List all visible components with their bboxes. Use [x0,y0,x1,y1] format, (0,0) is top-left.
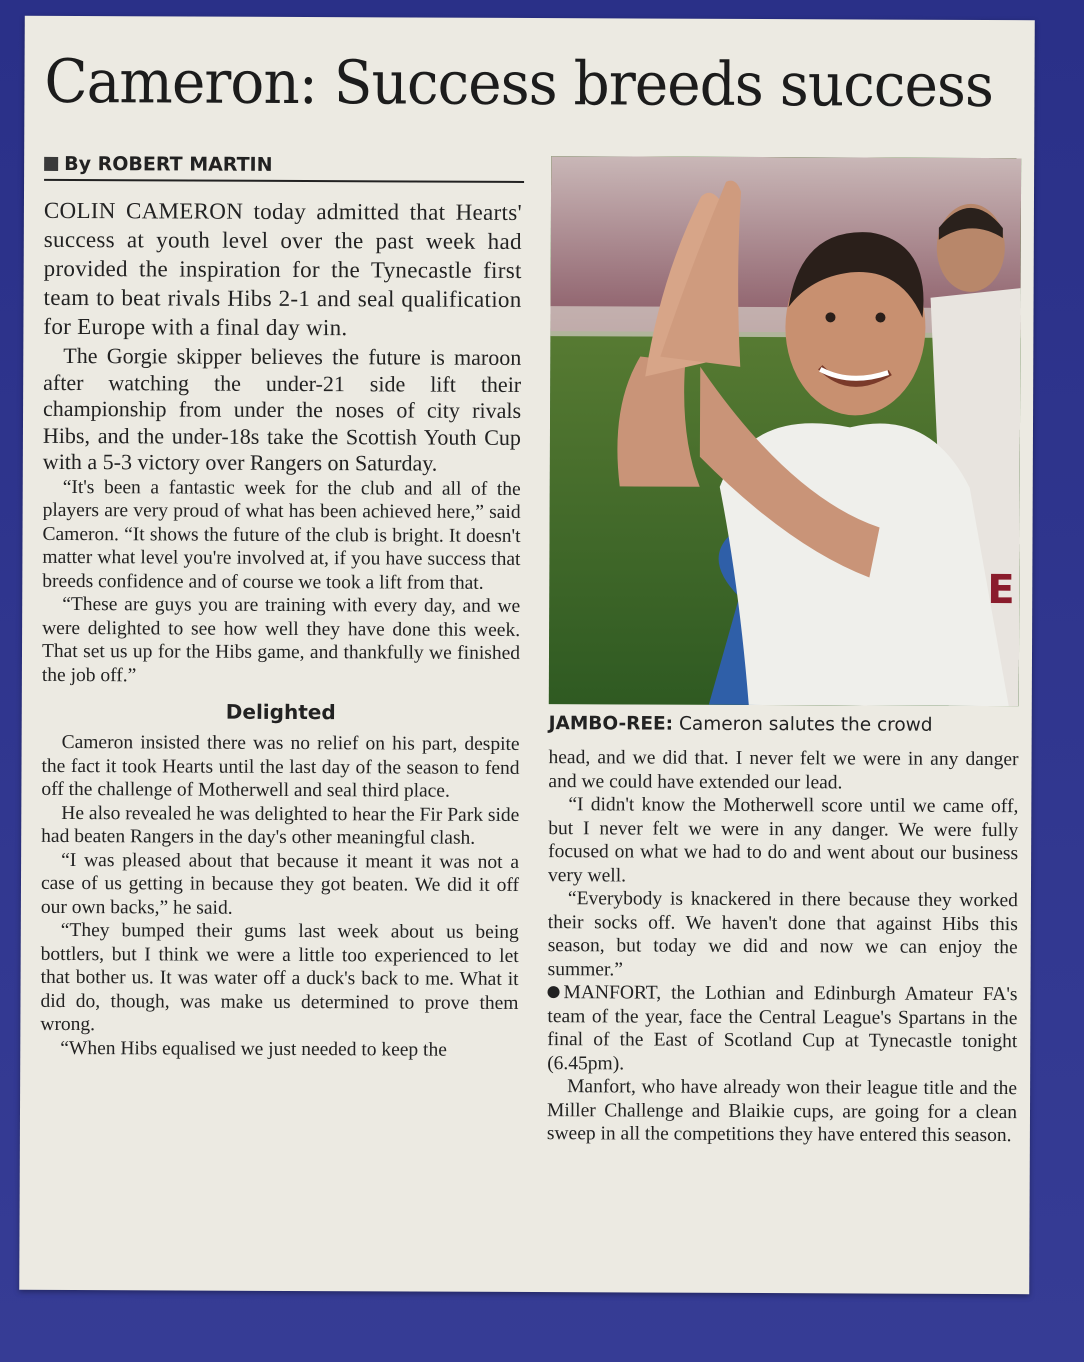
paragraph: head, and we did that. I never felt we were in any danger and we could have extended our lead. [548,747,1019,793]
paragraph: “They bumped their gums last week about us being bottlers, but I think we were a little too experienced to let that bother us. It was water off a duck's back to me. What it did do, though, was make us determined to prove them wrong. [40,919,519,1036]
shirt-letter: E [987,567,1015,614]
paragraph: “I didn't know the Motherwell score until we came off, but I never felt we were in any danger. We were fully focused on what we had to do and went about our business very well. [547,794,1019,886]
paragraph: Cameron insisted there was no relief on his part, despite the fact it took Hearts until the last day of the season to fend off the challenge of Motherwell and seal third place. [41,731,520,802]
byline-text: By ROBERT MARTIN [64,152,273,176]
lead-paragraph: COLIN CAMERON today admitted that Hearts' success at youth level over the past week had provided the inspiration for the Tynecastle first team to beat rivals Hibs 2-1 and seal qualification for Europe with a final day win. [43,197,522,341]
bullet-icon [548,986,560,998]
paragraph: “Everybody is knackered in there because they worked their socks off. We haven't done that against Hibs this season, but today we did and now we can enjoy the summer.” [547,888,1018,980]
paragraph: “These are guys you are training with every day, and we were delighted to see how well they have done this week. That set us up for the Hibs game, and thankfully we finished the job off.” [41,593,521,686]
paragraph: “When Hibs equalised we just needed to keep the [60,1037,447,1061]
byline-square-icon [44,157,58,171]
newspaper-clipping [19,16,1035,1294]
article-column-left [40,196,522,1062]
photo-caption [549,713,1019,736]
caption-text: Cameron salutes the crowd [678,713,933,736]
subheading: Delighted [225,699,336,725]
article-column-right [547,746,1019,1148]
paragraph: Manfort, who have already won their league title and the Miller Challenge and Blaikie cups, are going for a clean sweep in all the competitions they have entered this season. [546,1076,1018,1147]
paragraph: He also revealed he was delighted to hear the Fir Park side had beaten Rangers in the day's other meaningful clash. [41,802,520,849]
brief-text: MANFORT, the Lothian and Edinburgh Amateur FA's team of the year, face the Central League's Spartans in the final of the East of Scotland Cup at Tynecastle tonight (6.45pm). [547,982,1018,1074]
paragraph: “I was pleased about that because it meant it was not a case of us getting in because they got beaten. We did it off our own backs,” he said. [40,849,520,919]
paragraph: The Gorgie skipper believes the future is maroon after watching the under-21 side lift their championship from under the noses of city rivals Hibs, and the under-18s take the Scottish Youth Cup with a 5-3 victory over Rangers on Saturday. [42,342,522,476]
byline [44,151,524,183]
caption-label: JAMBO-REE: [548,713,674,735]
news-brief [547,981,1017,1077]
photo-illustration [549,156,1021,706]
headline: Cameron: Success breeds success [44,46,994,122]
photo [549,156,1021,706]
paragraph: “It's been a fantastic week for the club and all of the players are very proud of what has been achieved here,” said Cameron. “It shows the future of the club is bright. It doesn't matter what level you're involved at, if you have success that breeds confidence and of course we took a lift from that. [42,476,521,594]
